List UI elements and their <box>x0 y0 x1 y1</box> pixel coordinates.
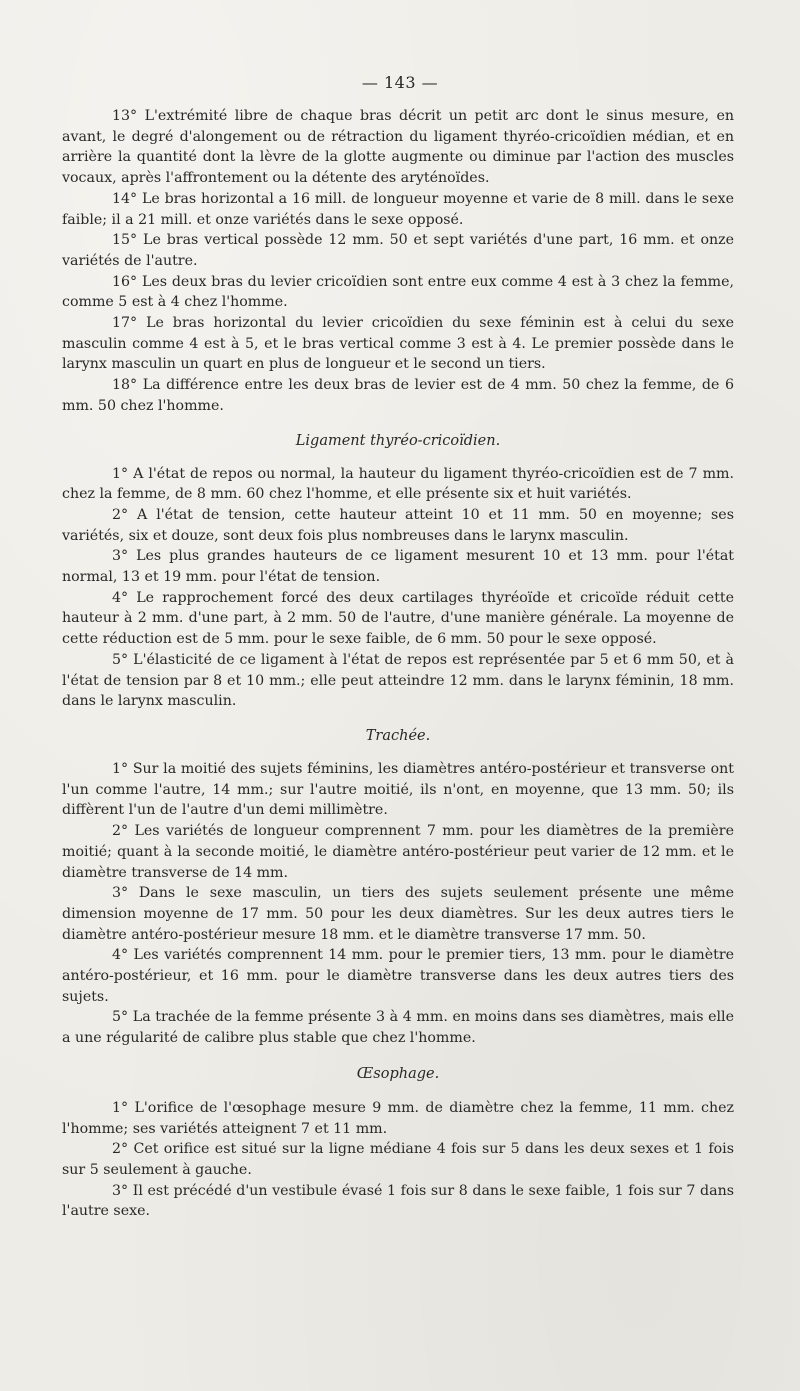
paragraph-trachee-4: 4° Les variétés comprennent 14 mm. pour le premier tiers, 13 mm. pour le diamètre antéro-postérieur, et 16 mm. pour le diamètre transverse dans les deux autres tiers des sujets. <box>62 947 734 1005</box>
paragraph-15: 15° Le bras vertical possède 12 mm. 50 et sept variétés d'une part, 16 mm. et onze variétés de l'autre. <box>62 232 734 269</box>
section-ligament-thyreo-cricoidien <box>62 431 734 712</box>
paragraph-ligament-3: 3° Les plus grandes hauteurs de ce ligament mesurent 10 et 13 mm. pour l'état normal, 13 et 19 mm. pour l'état de tension. <box>62 548 734 586</box>
section-heading-trachee: Trachée. <box>365 727 431 744</box>
paragraph-ligament-1: 1° A l'état de repos ou normal, la hauteur du ligament thyréo-cricoïdien est de 7 mm. chez la femme, de 8 mm. 60 chez l'homme, et elle présente six et huit variétés. <box>62 465 734 503</box>
paragraph-trachee-1: 1° Sur la moitié des sujets féminins, les diamètres antéro-postérieur et transverse ont l'un comme l'autre, 14 mm.; sur l'autre moitié, ils n'ont, en moyenne, que 13 mm. 50; ils diffèrent l'un de l'autre d'un demi millimètre. <box>62 760 734 819</box>
section-heading-oesophage: Œsophage. <box>356 1065 440 1082</box>
section-trachee <box>62 726 734 1049</box>
section-oesophage <box>62 1064 734 1222</box>
paragraph-ligament-4: 4° Le rapprochement forcé des deux cartilages thyréoïde et cricoïde réduit cette hauteur à 2 mm. d'une part, à 2 mm. 50 de l'autre, d'une manière générale. La moyenne de cette réduction est de 5 mm. pour le sexe faible, de 6 mm. 50 pour le sexe opposé. <box>62 589 734 648</box>
section-heading-ligament: Ligament thyréo-cricoïdien. <box>295 432 501 449</box>
paragraph-18: 18° La différence entre les deux bras de levier est de 4 mm. 50 chez la femme, de 6 mm. 50 chez l'homme. <box>62 377 734 414</box>
section-levier-cricoidien <box>62 106 734 417</box>
paragraph-14: 14° Le bras horizontal a 16 mill. de longueur moyenne et varie de 8 mill. dans le sexe faible; il a 21 mill. et onze variétés dans le sexe opposé. <box>62 190 734 228</box>
paragraph-oesophage-1: 1° L'orifice de l'œsophage mesure 9 mm. de diamètre chez la femme, 11 mm. chez l'homme; ses variétés atteignent 7 et 11 mm. <box>62 1099 734 1137</box>
paragraph-ligament-5: 5° L'élasticité de ce ligament à l'état de repos est représentée par 5 et 6 mm 50, et à l'état de tension par 8 et 10 mm.; elle peut atteindre 12 mm. dans le larynx féminin, 18 mm. dans le larynx masculin. <box>62 651 734 710</box>
paragraph-16: 16° Les deux bras du levier cricoïdien sont entre eux comme 4 est à 3 chez la femme, comme 5 est à 4 chez l'homme. <box>62 273 734 311</box>
paragraph-oesophage-2: 2° Cet orifice est situé sur la ligne médiane 4 fois sur 5 dans les deux sexes et 1 fois sur 5 seulement à gauche. <box>62 1141 734 1178</box>
page-body <box>62 106 734 1222</box>
page-number: — 143 — <box>361 73 439 92</box>
paragraph-trachee-3: 3° Dans le sexe masculin, un tiers des sujets seulement présente une même dimension moyenne de 17 mm. 50 pour les deux diamètres. Sur les deux autres tiers le diamètre antéro-postérieur mesure 18 mm. et le diamètre transverse 17 mm. 50. <box>62 885 734 943</box>
paragraph-13: 13° L'extrémité libre de chaque bras décrit un petit arc dont le sinus mesure, en avant, le degré d'alongement ou de rétraction du ligament thyréo-cricoïdien médian, et en arrière la quantité dont la lèvre de la glotte augmente ou diminue par l'action des muscles vocaux, après l'affrontement ou la détente des aryténoïdes. <box>62 108 734 187</box>
paragraph-trachee-5: 5° La trachée de la femme présente 3 à 4 mm. en moins dans ses diamètres, mais elle a une régularité de calibre plus stable que chez l'homme. <box>62 1009 734 1047</box>
paragraph-ligament-2: 2° A l'état de tension, cette hauteur atteint 10 et 11 mm. 50 en moyenne; ses variétés, six et douze, sont deux fois plus nombreuses dans le larynx masculin. <box>62 506 734 544</box>
paragraph-17: 17° Le bras horizontal du levier cricoïdien du sexe féminin est à celui du sexe masculin comme 4 est à 5, et le bras vertical comme 3 est à 4. Le premier possède dans le larynx masculin un quart en plus de longueur et le second un tiers. <box>62 315 734 373</box>
paragraph-oesophage-3: 3° Il est précédé d'un vestibule évasé 1 fois sur 8 dans le sexe faible, 1 fois sur 7 dans l'autre sexe. <box>62 1182 734 1220</box>
paragraph-trachee-2: 2° Les variétés de longueur comprennent 7 mm. pour les diamètres de la première moitié; quant à la seconde moitié, le diamètre antéro-postérieur peut varier de 12 mm. et le diamètre transverse de 14 mm. <box>62 823 734 881</box>
